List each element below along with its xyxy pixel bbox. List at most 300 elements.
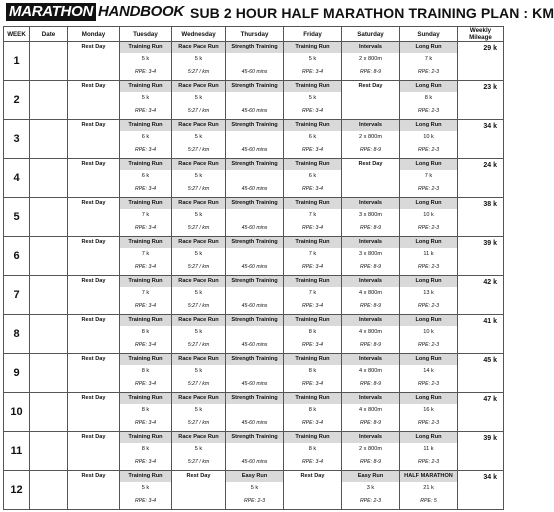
workout-name: Race Pace Run	[172, 42, 225, 53]
workout-distance: 13 k	[423, 290, 434, 296]
workout-cell	[284, 198, 342, 237]
workout-name: Intervals	[342, 42, 399, 53]
workout-distance	[68, 209, 119, 222]
workout-cell	[342, 237, 400, 276]
workout-cell	[284, 393, 342, 432]
workout-detail: RPE: 3-4	[134, 186, 157, 192]
workout-cell	[120, 315, 172, 354]
workout-name: Training Run	[120, 315, 171, 326]
workout-distance: 8 k	[424, 95, 433, 101]
date-cell	[30, 471, 68, 510]
workout-name: Long Run	[400, 393, 457, 404]
workout-detail: 45-60 mins	[241, 147, 268, 153]
week-row	[4, 120, 504, 159]
workout-cell	[284, 120, 342, 159]
workout-distance: 5 k	[194, 212, 203, 218]
workout-cell	[400, 42, 458, 81]
workout-name: Strength Training	[226, 393, 283, 404]
workout-cell	[400, 432, 458, 471]
workout-detail: RPE: 3-4	[301, 459, 324, 465]
workout-distance: 4 x 800m	[358, 290, 382, 296]
workout-cell	[68, 276, 120, 315]
workout-name: Training Run	[120, 42, 171, 53]
workout-cell	[68, 354, 120, 393]
workout-cell	[400, 198, 458, 237]
workout-detail: RPE: 8-9	[359, 420, 382, 426]
weekly-mileage: 42 k	[458, 276, 504, 315]
workout-cell	[172, 120, 226, 159]
workout-detail	[68, 495, 119, 508]
workout-distance: 6 k	[308, 173, 317, 179]
workout-name: Training Run	[284, 237, 341, 248]
workout-detail: 5:27 / km	[187, 342, 210, 348]
workout-distance: 7 k	[308, 212, 317, 218]
workout-detail: RPE: 3-4	[134, 264, 157, 270]
workout-name: Training Run	[120, 432, 171, 443]
workout-name: Rest Day	[81, 122, 106, 128]
workout-detail: 5:27 / km	[187, 459, 210, 465]
workout-distance: 8 k	[141, 407, 150, 413]
workout-detail: RPE: 3-4	[134, 459, 157, 465]
workout-name: Race Pace Run	[172, 198, 225, 209]
workout-distance: 2 x 800m	[358, 134, 382, 140]
workout-cell	[68, 471, 120, 510]
workout-distance	[172, 482, 225, 495]
date-cell	[30, 432, 68, 471]
workout-cell	[226, 120, 284, 159]
week-number: 1	[4, 42, 30, 81]
workout-name: Training Run	[284, 432, 341, 443]
workout-distance	[342, 170, 399, 183]
workout-name: Training Run	[120, 159, 171, 170]
workout-name: Easy Run	[342, 471, 399, 482]
week-row	[4, 354, 504, 393]
workout-name: Training Run	[120, 354, 171, 365]
workout-detail: RPE: 2-3	[417, 108, 440, 114]
workout-distance: 8 k	[308, 329, 317, 335]
workout-distance	[68, 170, 119, 183]
workout-cell	[172, 354, 226, 393]
workout-cell	[172, 471, 226, 510]
workout-detail: RPE: 3-4	[301, 108, 324, 114]
workout-name: Intervals	[342, 315, 399, 326]
workout-distance: 8 k	[308, 446, 317, 452]
workout-cell	[226, 42, 284, 81]
workout-name: Rest Day	[81, 200, 106, 206]
week-number: 5	[4, 198, 30, 237]
workout-detail: RPE: 8-9	[359, 381, 382, 387]
workout-detail: 45-60 mins	[241, 381, 268, 387]
workout-detail: RPE: 3-4	[134, 108, 157, 114]
workout-name: Strength Training	[226, 354, 283, 365]
workout-cell	[120, 354, 172, 393]
workout-detail: 5:27 / km	[187, 264, 210, 270]
workout-cell	[172, 237, 226, 276]
workout-distance: 5 k	[141, 485, 150, 491]
workout-distance: 8 k	[308, 368, 317, 374]
workout-distance: 3 k	[366, 485, 375, 491]
column-header: WEEK	[4, 27, 30, 42]
workout-distance: 11 k	[423, 446, 434, 452]
workout-detail	[68, 378, 119, 391]
workout-distance: 5 k	[194, 446, 203, 452]
date-cell	[30, 81, 68, 120]
workout-distance: 2 x 800m	[358, 56, 382, 62]
workout-cell	[400, 276, 458, 315]
workout-detail: RPE: 8-9	[359, 147, 382, 153]
workout-name: Rest Day	[81, 473, 106, 479]
weekly-mileage: 29 k	[458, 42, 504, 81]
workout-detail: RPE: 3-4	[301, 225, 324, 231]
workout-cell	[172, 81, 226, 120]
workout-distance: 7 k	[424, 56, 433, 62]
workout-distance: 14 k	[423, 368, 434, 374]
workout-distance: 4 x 800m	[358, 407, 382, 413]
workout-name: Training Run	[120, 198, 171, 209]
workout-detail: RPE: 2-3	[359, 498, 382, 504]
workout-name: Race Pace Run	[172, 81, 225, 92]
workout-detail	[284, 495, 341, 508]
workout-name: Training Run	[284, 42, 341, 53]
workout-detail: RPE: 2-3	[417, 69, 440, 75]
workout-name: Strength Training	[226, 432, 283, 443]
workout-detail: 45-60 mins	[241, 459, 268, 465]
workout-detail: RPE: 2-3	[417, 420, 440, 426]
workout-detail: RPE: 2-3	[417, 381, 440, 387]
workout-cell	[284, 81, 342, 120]
workout-detail	[68, 339, 119, 352]
workout-name: Intervals	[342, 432, 399, 443]
workout-distance: 4 x 800m	[358, 368, 382, 374]
workout-detail	[68, 66, 119, 79]
workout-cell	[226, 393, 284, 432]
workout-distance: 7 k	[141, 251, 150, 257]
workout-name: Intervals	[342, 120, 399, 131]
workout-name: Rest Day	[81, 239, 106, 245]
workout-cell	[284, 354, 342, 393]
workout-distance: 21 k	[423, 485, 434, 491]
workout-distance: 7 k	[424, 173, 433, 179]
workout-name: Strength Training	[226, 120, 283, 131]
workout-distance: 10 k	[423, 329, 434, 335]
workout-name: Training Run	[284, 81, 341, 92]
week-row	[4, 42, 504, 81]
page-header	[0, 0, 554, 26]
workout-distance: 6 k	[141, 173, 150, 179]
workout-cell	[284, 237, 342, 276]
workout-name: Intervals	[342, 237, 399, 248]
workout-cell	[400, 315, 458, 354]
workout-distance	[68, 248, 119, 261]
workout-name: Strength Training	[226, 237, 283, 248]
workout-cell	[400, 159, 458, 198]
workout-name: Training Run	[284, 120, 341, 131]
workout-distance	[226, 92, 283, 105]
date-cell	[30, 237, 68, 276]
workout-distance: 5 k	[308, 95, 317, 101]
date-cell	[30, 354, 68, 393]
workout-cell	[400, 81, 458, 120]
workout-name: Training Run	[284, 315, 341, 326]
workout-detail	[68, 417, 119, 430]
weekly-mileage: 24 k	[458, 159, 504, 198]
workout-distance	[68, 326, 119, 339]
workout-cell	[342, 432, 400, 471]
workout-name: Intervals	[342, 276, 399, 287]
column-header: Wednesday	[172, 27, 226, 42]
workout-distance: 6 k	[308, 134, 317, 140]
workout-detail	[68, 456, 119, 469]
workout-distance: 5 k	[141, 95, 150, 101]
workout-distance: 8 k	[141, 446, 150, 452]
workout-name: Rest Day	[81, 434, 106, 440]
week-number: 8	[4, 315, 30, 354]
workout-cell	[120, 471, 172, 510]
weekly-mileage: 23 k	[458, 81, 504, 120]
workout-distance: 5 k	[194, 95, 203, 101]
workout-detail: RPE: 2-3	[417, 303, 440, 309]
workout-distance	[68, 92, 119, 105]
training-plan-table	[3, 26, 504, 510]
workout-name: Intervals	[342, 198, 399, 209]
workout-cell	[120, 120, 172, 159]
column-header: Monday	[68, 27, 120, 42]
workout-name: Intervals	[342, 393, 399, 404]
workout-name: Rest Day	[358, 161, 383, 167]
workout-cell	[226, 237, 284, 276]
workout-detail: RPE: 3-4	[134, 420, 157, 426]
workout-name: Rest Day	[81, 278, 106, 284]
workout-detail: 5:27 / km	[187, 225, 210, 231]
workout-cell	[120, 42, 172, 81]
workout-distance: 2 x 800m	[358, 446, 382, 452]
week-row	[4, 159, 504, 198]
week-number: 7	[4, 276, 30, 315]
workout-detail: RPE: 3-4	[134, 69, 157, 75]
column-header: Friday	[284, 27, 342, 42]
weekly-mileage: 34 k	[458, 471, 504, 510]
workout-cell	[172, 276, 226, 315]
weekly-mileage: 34 k	[458, 120, 504, 159]
workout-detail	[172, 495, 225, 508]
workout-name: Training Run	[120, 471, 171, 482]
workout-name: Rest Day	[81, 83, 106, 89]
brand-logo	[6, 3, 184, 21]
workout-detail: RPE: 8-9	[359, 225, 382, 231]
workout-detail: 5:27 / km	[187, 108, 210, 114]
workout-cell	[284, 159, 342, 198]
date-cell	[30, 42, 68, 81]
workout-distance	[226, 287, 283, 300]
workout-distance: 10 k	[423, 134, 434, 140]
workout-name: Long Run	[400, 120, 457, 131]
workout-distance	[68, 287, 119, 300]
workout-detail: 45-60 mins	[241, 108, 268, 114]
week-row	[4, 432, 504, 471]
workout-name: Long Run	[400, 42, 457, 53]
workout-detail: RPE: 2-3	[417, 147, 440, 153]
workout-name: Race Pace Run	[172, 276, 225, 287]
workout-name: Race Pace Run	[172, 120, 225, 131]
workout-distance: 5 k	[194, 251, 203, 257]
workout-distance	[226, 365, 283, 378]
workout-name: Training Run	[284, 159, 341, 170]
week-number: 3	[4, 120, 30, 159]
workout-cell	[342, 120, 400, 159]
workout-distance	[226, 443, 283, 456]
workout-cell	[68, 81, 120, 120]
workout-detail: RPE: 3-4	[134, 498, 157, 504]
date-cell	[30, 120, 68, 159]
workout-distance: 5 k	[141, 56, 150, 62]
logo-box: MARATHON	[6, 3, 96, 21]
workout-name: Long Run	[400, 159, 457, 170]
workout-distance: 7 k	[308, 290, 317, 296]
workout-detail	[68, 144, 119, 157]
workout-name: Training Run	[284, 276, 341, 287]
workout-distance	[226, 209, 283, 222]
workout-name: Training Run	[284, 198, 341, 209]
workout-distance: 10 k	[423, 212, 434, 218]
workout-cell	[120, 237, 172, 276]
workout-distance	[226, 131, 283, 144]
workout-cell	[172, 159, 226, 198]
workout-detail: RPE: 8-9	[359, 264, 382, 270]
workout-cell	[342, 81, 400, 120]
logo-text: HANDBOOK	[97, 3, 184, 20]
week-number: 11	[4, 432, 30, 471]
column-header: Saturday	[342, 27, 400, 42]
workout-detail: 5:27 / km	[187, 303, 210, 309]
workout-name: Strength Training	[226, 81, 283, 92]
page-title: SUB 2 HOUR HALF MARATHON TRAINING PLAN : KM	[190, 5, 554, 21]
workout-cell	[120, 198, 172, 237]
workout-detail: 45-60 mins	[241, 420, 268, 426]
workout-distance	[226, 404, 283, 417]
workout-cell	[342, 198, 400, 237]
workout-distance	[342, 92, 399, 105]
workout-distance	[68, 131, 119, 144]
workout-detail: 45-60 mins	[241, 69, 268, 75]
workout-distance: 5 k	[194, 56, 203, 62]
workout-detail: RPE: 5	[420, 498, 437, 504]
workout-distance: 6 k	[141, 134, 150, 140]
workout-cell	[172, 42, 226, 81]
workout-distance: 5 k	[194, 407, 203, 413]
workout-name: HALF MARATHON	[400, 471, 457, 482]
weekly-mileage: 47 k	[458, 393, 504, 432]
workout-name: Long Run	[400, 276, 457, 287]
workout-detail: RPE: 3-4	[301, 186, 324, 192]
workout-name: Rest Day	[186, 473, 211, 479]
workout-distance: 3 x 800m	[358, 212, 382, 218]
workout-detail: RPE: 2-3	[417, 342, 440, 348]
workout-name: Strength Training	[226, 315, 283, 326]
week-row	[4, 471, 504, 510]
workout-detail: 45-60 mins	[241, 186, 268, 192]
workout-distance: 5 k	[194, 290, 203, 296]
workout-detail: 45-60 mins	[241, 303, 268, 309]
workout-distance: 8 k	[141, 368, 150, 374]
workout-detail: 45-60 mins	[241, 342, 268, 348]
workout-name: Rest Day	[81, 356, 106, 362]
workout-detail	[68, 261, 119, 274]
workout-detail	[342, 105, 399, 118]
workout-cell	[400, 354, 458, 393]
workout-name: Race Pace Run	[172, 159, 225, 170]
workout-distance: 8 k	[308, 407, 317, 413]
workout-name: Race Pace Run	[172, 237, 225, 248]
weekly-mileage: 41 k	[458, 315, 504, 354]
workout-cell	[226, 159, 284, 198]
workout-distance: 5 k	[194, 368, 203, 374]
column-header: Thursday	[226, 27, 284, 42]
workout-detail: RPE: 3-4	[301, 303, 324, 309]
workout-detail: 45-60 mins	[241, 225, 268, 231]
header-row	[4, 27, 504, 42]
week-number: 9	[4, 354, 30, 393]
workout-cell	[342, 393, 400, 432]
workout-cell	[284, 276, 342, 315]
workout-name: Rest Day	[81, 317, 106, 323]
workout-detail: RPE: 3-4	[134, 225, 157, 231]
workout-name: Rest Day	[358, 83, 383, 89]
week-number: 2	[4, 81, 30, 120]
week-row	[4, 81, 504, 120]
workout-detail: RPE: 3-4	[301, 264, 324, 270]
workout-cell	[68, 159, 120, 198]
workout-detail: 5:27 / km	[187, 186, 210, 192]
workout-name: Long Run	[400, 315, 457, 326]
workout-cell	[172, 315, 226, 354]
weekly-mileage: 39 k	[458, 432, 504, 471]
workout-detail: RPE: 3-4	[134, 381, 157, 387]
workout-distance: 3 x 800m	[358, 251, 382, 257]
workout-detail	[68, 222, 119, 235]
workout-cell	[68, 315, 120, 354]
date-cell	[30, 276, 68, 315]
workout-distance	[68, 404, 119, 417]
workout-cell	[226, 354, 284, 393]
workout-cell	[68, 432, 120, 471]
workout-name: Training Run	[120, 120, 171, 131]
workout-cell	[400, 471, 458, 510]
workout-name: Long Run	[400, 237, 457, 248]
workout-cell	[342, 276, 400, 315]
column-header: Sunday	[400, 27, 458, 42]
workout-distance	[226, 170, 283, 183]
workout-distance	[68, 443, 119, 456]
workout-distance: 7 k	[308, 251, 317, 257]
workout-name: Rest Day	[81, 395, 106, 401]
workout-distance	[226, 326, 283, 339]
workout-detail: 5:27 / km	[187, 381, 210, 387]
workout-name: Rest Day	[300, 473, 325, 479]
week-number: 6	[4, 237, 30, 276]
workout-detail: 5:27 / km	[187, 147, 210, 153]
workout-detail: RPE: 3-4	[301, 381, 324, 387]
workout-distance	[284, 482, 341, 495]
workout-name: Rest Day	[81, 44, 106, 50]
workout-cell	[172, 198, 226, 237]
workout-cell	[226, 198, 284, 237]
workout-detail	[68, 300, 119, 313]
workout-distance: 5 k	[194, 173, 203, 179]
workout-name: Race Pace Run	[172, 315, 225, 326]
workout-name: Training Run	[120, 237, 171, 248]
date-cell	[30, 198, 68, 237]
workout-distance: 5 k	[194, 329, 203, 335]
